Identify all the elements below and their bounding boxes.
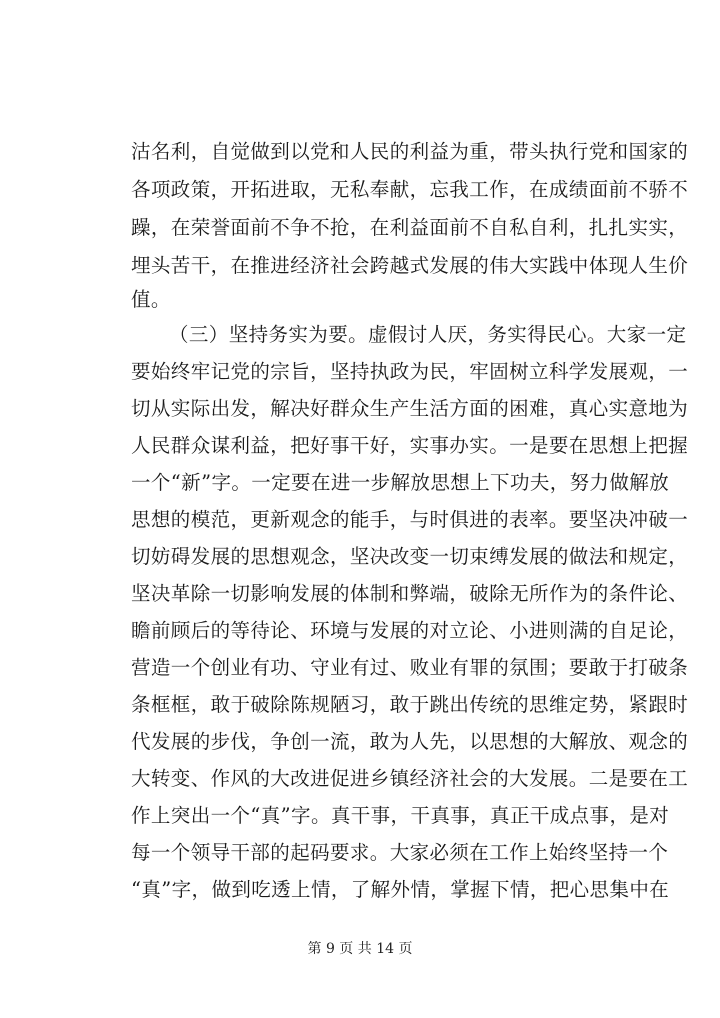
body-text-line: 值。 — [131, 288, 171, 311]
body-text-line: 埋头苦干，在推进经济社会跨越式发展的伟大实践中体现人生价 — [131, 254, 689, 277]
page-number-footer: 第 9 页 共 14 页 — [307, 941, 413, 957]
body-text-line: 人民群众谋利益，把好事干好，实事办实。一是要在思想上把握 — [131, 434, 689, 457]
body-text-line: 大转变、作风的大改进促进乡镇经济社会的大发展。二是要在工 — [131, 767, 689, 790]
body-text-line: 瞻前顾后的等待论、环境与发展的对立论、小进则满的自足论， — [131, 619, 689, 642]
body-text-line: 要始终牢记党的宗旨，坚持执政为民，牢固树立科学发展观，一 — [131, 360, 689, 383]
body-text-line: 每一个领导干部的起码要求。大家必须在工作上始终坚持一个 — [131, 841, 669, 864]
body-text-line: 条框框，敢于破除陈规陋习，敢于跳出传统的思维定势，紧跟时 — [131, 693, 689, 716]
body-text-line: 切从实际出发，解决好群众生产生活方面的困难，真心实意地为 — [131, 397, 689, 420]
body-text-line: 各项政策，开拓进取，无私奉献，忘我工作，在成绩面前不骄不 — [131, 178, 689, 201]
body-text-line: 切妨碍发展的思想观念，坚决改变一切束缚发展的做法和规定， — [131, 545, 689, 568]
body-text-line: 躁，在荣誉面前不争不抢，在利益面前不自私自利，扎扎实实， — [131, 216, 689, 239]
body-text-line: 沽名利，自觉做到以党和人民的利益为重，带头执行党和国家的 — [131, 140, 689, 163]
body-text-line: 思想的模范，更新观念的能手，与时俱进的表率。要坚决冲破一 — [131, 508, 689, 531]
body-text-line: 营造一个创业有功、守业有过、败业有罪的氛围；要敢于打破条 — [131, 656, 689, 679]
body-text-line: 坚决革除一切影响发展的体制和弊端，破除无所作为的条件论、 — [131, 582, 689, 605]
body-text-line: “真”字，做到吃透上情，了解外情，掌握下情，把心思集中在 — [131, 878, 670, 901]
body-text-line: 代发展的步伐，争创一流，敢为人先，以思想的大解放、观念的 — [131, 730, 689, 753]
paragraph-heading-line: （三）坚持务实为要。虚假讨人厌，务实得民心。大家一定 — [169, 323, 687, 346]
body-text-line: 一个“新”字。一定要在进一步解放思想上下功夫，努力做解放 — [131, 471, 670, 494]
body-text-line: 作上突出一个“真”字。真干事，干真事，真正干成点事，是对 — [131, 804, 670, 827]
